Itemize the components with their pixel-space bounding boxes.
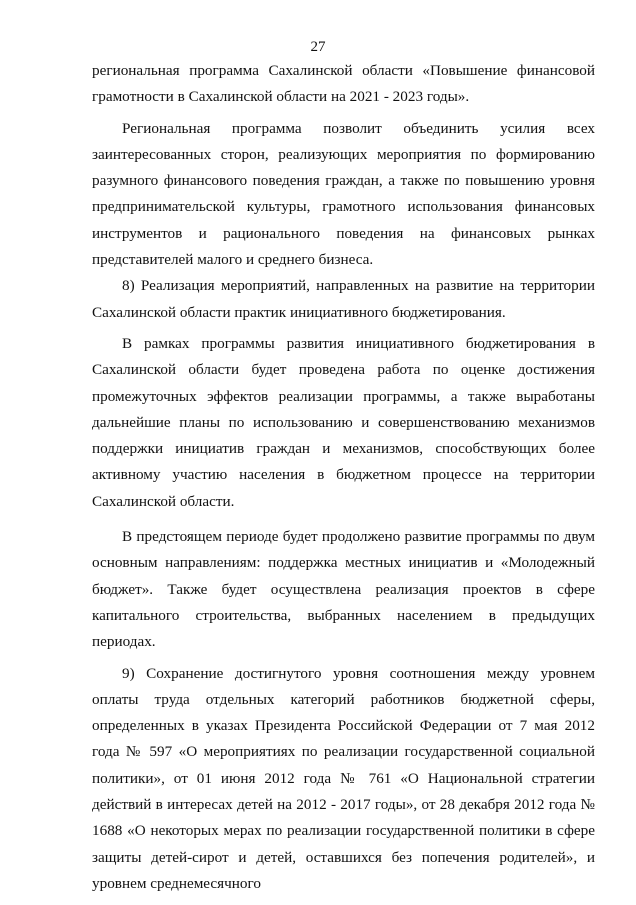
paragraph-program-goals: Региональная программа позволит объединить усилия всех заинтересованных сторон, реализующих мероприятия по формированию разумного финансового поведения граждан, а также по повышению уровня предпринимательской культуры, грамотного использования финансовых инструментов и рационального поведения на финансовых рынках представителей малого и среднего бизнеса.: [92, 119, 595, 269]
paragraph-program-title: региональная программа Сахалинской области «Повышение финансовой грамотности в Сахалинской области на 2021 - 2023 годы».: [92, 62, 595, 106]
page-number: 27: [310, 39, 326, 55]
document-body: [92, 58, 595, 897]
paragraph-item-8: 8) Реализация мероприятий, направленных на развитие на территории Сахалинской области практик инициативного бюджетирования.: [92, 277, 595, 321]
paragraph-item-9: 9) Сохранение достигнутого уровня соотношения между уровнем оплаты труда отдельных категорий работников бюджетной сферы, определенных в указах Президента Российской Федерации от 7 мая 2012 года № 597 «О мероприятиях по реализации государственной социальной политики», от 01 июня 2012 года № 761 «О Национальной стратегии действий в интересах детей на 2012 - 2017 годы», от 28 декабря 2012 года № 1688 «О некоторых мерах по реализации государственной политики в сфере защиты детей-сирот и детей, оставшихся без попечения родителей», и уровнем среднемесячного: [92, 664, 595, 892]
paragraph-initiative-budgeting: В рамках программы развития инициативного бюджетирования в Сахалинской области будет проведена работа по оценке достижения промежуточных эффектов реализации программы, а также выработаны дальнейшие планы по использованию и совершенствованию механизмов поддержки инициатив граждан и механизмов, способствующих более активному участию населения в бюджетном процессе на территории Сахалинской области.: [92, 334, 595, 510]
paragraph-upcoming-period: В предстоящем периоде будет продолжено развитие программы по двум основным направлениям: поддержка местных инициатив и «Молодежный бюджет». Также будет осуществлена реализация проектов в сфере капитального строительства, выбранных населением в предыдущих периодах.: [92, 528, 595, 651]
